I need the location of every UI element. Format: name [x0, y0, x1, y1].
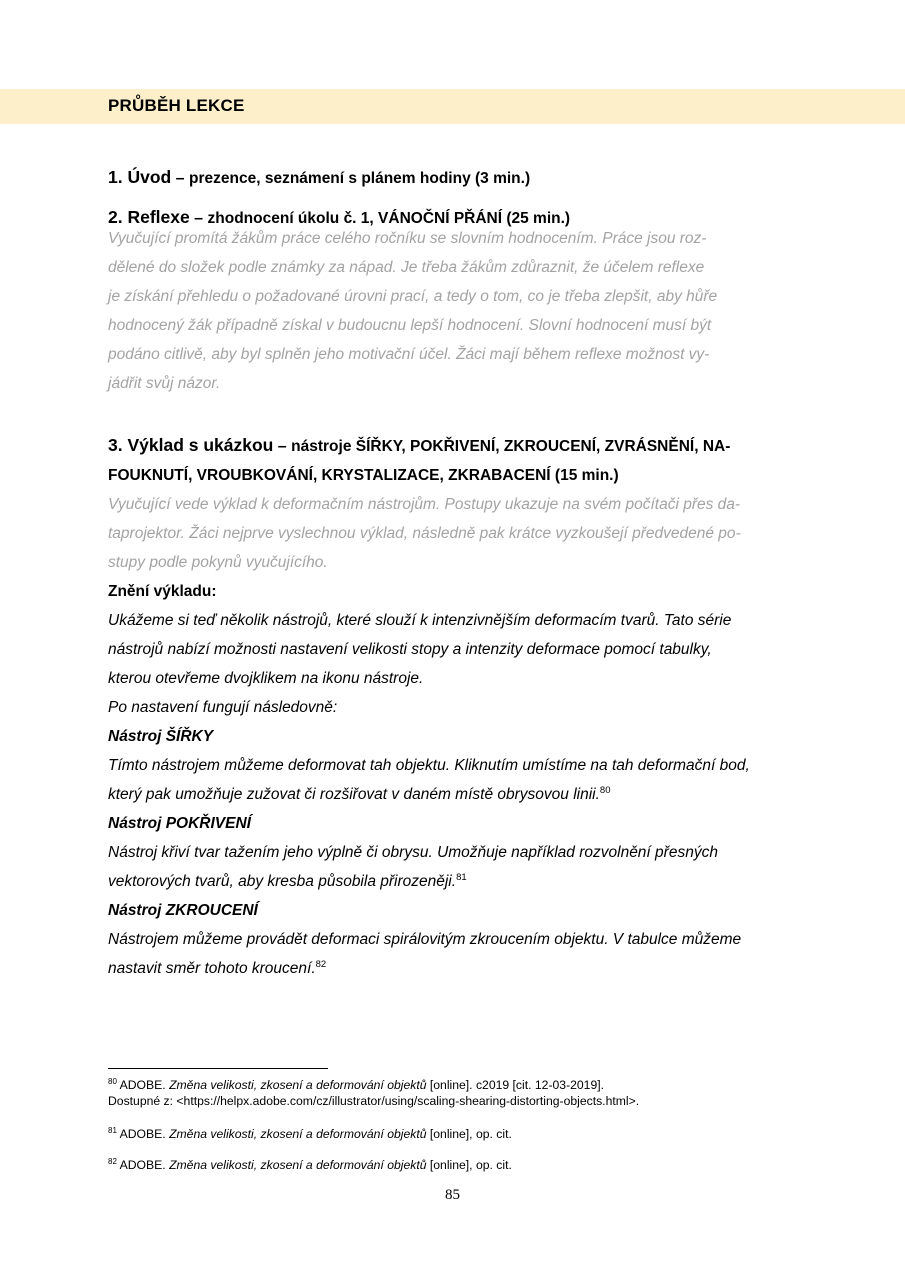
footnote-ref-81[interactable]: 81: [456, 871, 467, 883]
note-line: stupy podle pokynů vyučujícího.: [108, 554, 328, 571]
tool-twirl-title: Nástroj ZKROUCENÍ: [108, 902, 258, 919]
lecture-heading: Znění výkladu:: [108, 583, 217, 600]
section-2-subtitle: zhodnocení úkolu č. 1, VÁNOČNÍ PŘÁNÍ (25 min.): [207, 210, 571, 227]
note-line: je získání přehledu o požadované úrovni prací, a tedy o tom, co je třeba zlepšit, aby hůře: [108, 288, 718, 305]
lecture-line: Ukážeme si teď několik nástrojů, které slouží k intenzivnějším deformacím tvarů. Tato série: [108, 612, 732, 629]
section-1-heading: 1. Úvod – prezence, seznámení s plánem hodiny (3 min.): [108, 167, 531, 187]
note-line: podáno citlivě, aby byl splněn jeho motivační účel. Žáci mají během reflexe možnost vy-: [108, 346, 710, 363]
section-2-teacher-notes: [108, 224, 798, 398]
section-3-subtitle-line2: FOUKNUTÍ, VROUBKOVÁNÍ, KRYSTALIZACE, ZKRABACENÍ (15 min.): [108, 467, 619, 484]
footnote-separator: [108, 1068, 328, 1069]
main-content: [108, 166, 798, 983]
tool-warp-line: vektorových tvarů, aby kresba působila přirozeněji.$^{81}$: [108, 871, 467, 890]
footnote-81: $^{81}$ ADOBE. Změna velikosti, zkosení a deformování objektů [online], op. cit.: [108, 1125, 512, 1141]
section-3-subtitle-line1: nástroje ŠÍŘKY, POKŘIVENÍ, ZKROUCENÍ, ZVRÁSNĚNÍ, NA-: [291, 438, 731, 455]
note-line: jádřit svůj názor.: [108, 375, 221, 392]
page-number: 85: [445, 1187, 460, 1203]
tool-width-line: Tímto nástrojem můžeme deformovat tah objektu. Kliknutím umístíme na tah deformační bod,: [108, 757, 750, 774]
tool-warp-title: Nástroj POKŘIVENÍ: [108, 815, 251, 832]
tool-width-line: který pak umožňuje zužovat či rozšiřovat v daném místě obrysovou linii.$^{80}$: [108, 784, 611, 803]
section-2-heading: 2. Reflexe – zhodnocení úkolu č. 1, VÁNOČNÍ PŘÁNÍ (25 min.): [108, 207, 571, 227]
note-line: hodnocený žák případně získal v budoucnu lepší hodnocení. Slovní hodnocení musí být: [108, 317, 712, 334]
section-1-subtitle: prezence, seznámení s plánem hodiny (3 min.): [189, 170, 531, 187]
lecture-line: kterou otevřeme dvojklikem na ikonu nástroje.: [108, 670, 424, 687]
section-title: PRŮBĚH LEKCE: [108, 96, 245, 115]
footnote-80-link[interactable]: Dostupné z: <https://helpx.adobe.com/cz/illustrator/using/scaling-shearing-distorting-objects.html>.: [108, 1094, 640, 1108]
section-3-teacher-notes: [108, 490, 798, 577]
footnote-82: $^{82}$ ADOBE. Změna velikosti, zkosení a deformování objektů [online], op. cit.: [108, 1156, 512, 1172]
footnotes: [108, 1077, 808, 1173]
tool-twirl-line: nastavit směr tohoto kroucení.$^{82}$: [108, 958, 327, 977]
section-1-number-title: 1. Úvod: [108, 167, 172, 187]
tool-width-title: Nástroj ŠÍŘKY: [108, 728, 214, 745]
lecture-line: nástrojů nabízí možnosti nastavení velikosti stopy a intenzity deformace pomocí tabulky,: [108, 641, 712, 658]
lecture-line: Po nastavení fungují následovně:: [108, 699, 338, 716]
note-line: Vyučující vede výklad k deformačním nástrojům. Postupy ukazuje na svém počítači přes da-: [108, 496, 741, 513]
section-3-number-title: 3. Výklad s ukázkou: [108, 435, 274, 455]
footnote-ref-80[interactable]: 80: [599, 784, 611, 796]
note-line: taprojektor. Žáci nejprve vyslechnou výklad, následně pak krátce vyzkoušejí předvedené po-: [108, 525, 741, 542]
tool-warp-line: Nástroj křiví tvar tažením jeho výplně či obrysu. Umožňuje například rozvolnění přesných: [108, 844, 718, 861]
section-3-heading: 3. Výklad s ukázkou – nástroje ŠÍŘKY, POKŘIVENÍ, ZKROUCENÍ, ZVRÁSNĚNÍ, NA- FOUKNUTÍ, VROUBKOVÁNÍ, KRYSTALIZACE, ZKRABACENÍ (15 min.): [108, 431, 798, 490]
note-line: dělené do složek podle známky za nápad. Je třeba žákům zdůraznit, že účelem reflexe: [108, 259, 705, 276]
footnote-ref-82[interactable]: 82: [315, 958, 327, 970]
tool-twirl-line: Nástrojem můžeme provádět deformaci spirálovitým zkroucením objektu. V tabulce můžeme: [108, 931, 742, 948]
lecture-intro: [108, 606, 798, 722]
note-line: Vyučující promítá žákům práce celého ročníku se slovním hodnocením. Práce jsou roz-: [108, 230, 707, 247]
section-2-number-title: 2. Reflexe: [108, 207, 190, 227]
footnote-80: $^{80}$ ADOBE. Změna velikosti, zkosení a deformování objektů [online]. c2019 [cit. 12-03-2019].: [108, 1076, 605, 1092]
